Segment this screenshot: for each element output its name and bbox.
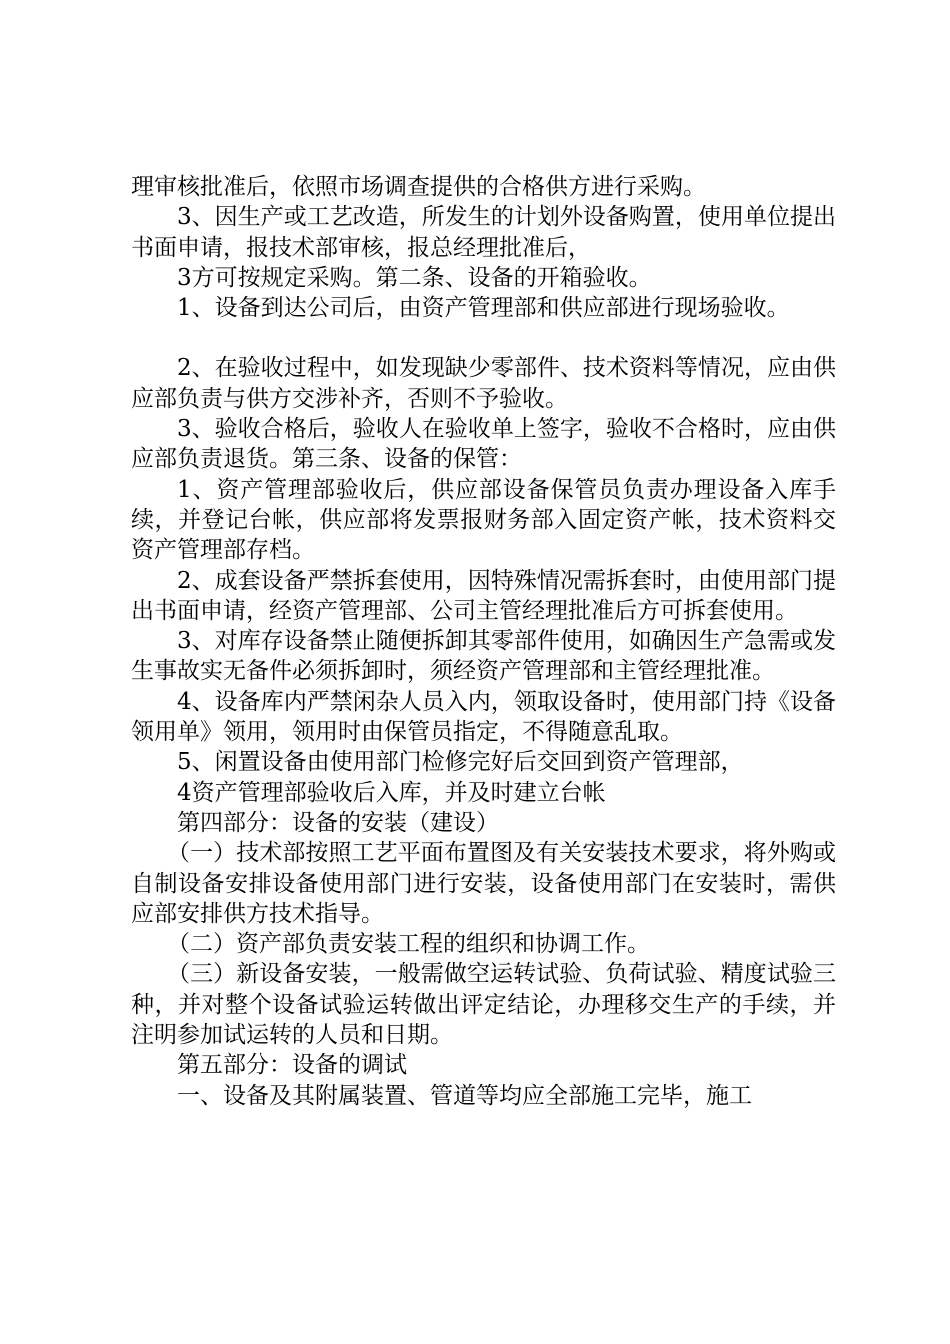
paragraph-3: 3方可按规定采购。第二条、设备的开箱验收。 xyxy=(177,264,652,291)
paragraph-11: 5、闲置设备由使用部门检修完好后交回到资产管理部， xyxy=(177,749,744,776)
paragraph-4: 1、设备到达公司后，由资产管理部和供应部进行现场验收。 xyxy=(177,295,790,322)
paragraph-9: 3、对库存设备禁止随便拆卸其零部件使用，如确因生产急需或发生事故实无备件必须拆卸时，须经资产管理部和主管经理批准。 xyxy=(131,628,836,685)
paragraph-7: 1、资产管理部验收后，供应部设备保管员负责办理设备入库手续，并登记台帐，供应部将发票报财务部入固定资产帐，技术资料交资产管理部存档。 xyxy=(131,476,836,564)
paragraph-13: （一）技术部按照工艺平面布置图及有关安装技术要求，将外购或自制设备安排设备使用部门进行安装，设备使用部门在安装时，需供应部安排供方技术指导。 xyxy=(131,840,836,927)
paragraph-1: 理审核批准后，依照市场调查提供的合格供方进行采购。 xyxy=(131,174,706,200)
paragraph-12: 4资产管理部验收后入库，并及时建立台帐 xyxy=(177,779,606,806)
paragraph-15: （三）新设备安装，一般需做空运转试验、负荷试验、精度试验三种，并对整个设备试验运转做出评定结论，办理移交生产的手续，并注明参加试运转的人员和日期。 xyxy=(131,961,836,1049)
paragraph-6: 3、验收合格后，验收人在验收单上签字，验收不合格时，应由供应部负责退货。第三条、设备的保管： xyxy=(131,416,836,473)
paragraph-14: （二）资产部负责安装工程的组织和协调工作。 xyxy=(167,931,650,958)
paragraph-10: 4、设备库内严禁闲杂人员入内，领取设备时，使用部门持《设备领用单》领用，领用时由保管员指定，不得随意乱取。 xyxy=(131,688,836,746)
paragraph-5: 2、在验收过程中，如发现缺少零部件、技术资料等情况，应由供应部负责与供方交涉补齐，否则不予验收。 xyxy=(131,355,836,412)
paragraph-8: 2、成套设备严禁拆套使用，因特殊情况需拆套时，由使用部门提出书面申请，经资产管理部、公司主管经理批准后方可拆套使用。 xyxy=(131,567,836,624)
document-body xyxy=(131,172,836,1111)
section-heading-5: 第五部分：设备的调试 xyxy=(177,1052,407,1079)
paragraph-2: 3、因生产或工艺改造，所发生的计划外设备购置，使用单位提出书面申请，报技术部审核，报总经理批准后， xyxy=(131,204,836,261)
paragraph-16: 一、设备及其附属装置、管道等均应全部施工完毕，施工 xyxy=(177,1082,752,1109)
section-heading-4: 第四部分：设备的安装（建设） xyxy=(177,809,499,836)
